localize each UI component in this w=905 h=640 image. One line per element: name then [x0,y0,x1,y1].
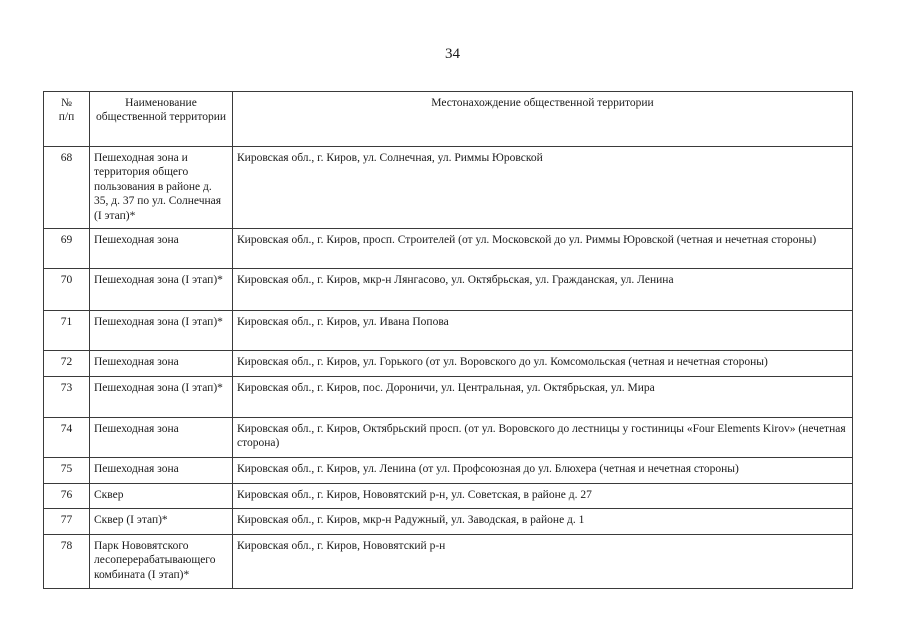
territory-location: Кировская обл., г. Киров, просп. Строителей (от ул. Московской до ул. Риммы Юровской (четная и нечетная стороны) [233,229,853,269]
territory-location: Кировская обл., г. Киров, мкр-н Радужный, ул. Заводская, в районе д. 1 [233,509,853,535]
table-row [44,147,853,229]
row-number: 69 [44,229,90,269]
header-location-text: Местонахождение общественной территории [431,97,654,109]
table-row [44,509,853,535]
territory-name: Пешеходная зона (I этап)* [90,311,233,351]
header-location [233,92,853,147]
header-num [44,92,90,147]
table-row [44,458,853,484]
territory-name: Пешеходная зона (I этап)* [90,377,233,418]
table-row [44,269,853,311]
header-num-text: № п/п [58,97,75,124]
table-body [44,147,853,589]
territory-name: Сквер [90,484,233,509]
row-number: 78 [44,535,90,589]
header-name-text: Наименование общественной территории [96,97,226,124]
territory-location: Кировская обл., г. Киров, Нововятский р-н [233,535,853,589]
row-number: 68 [44,147,90,229]
row-number: 75 [44,458,90,484]
territory-location: Кировская обл., г. Киров, пос. Дороничи, ул. Центральная, ул. Октябрьская, ул. Мира [233,377,853,418]
header-name [90,92,233,147]
row-number: 70 [44,269,90,311]
table-row [44,484,853,509]
table-row [44,377,853,418]
territory-name: Пешеходная зона [90,229,233,269]
page-number: 34 [445,46,460,62]
territory-name: Сквер (I этап)* [90,509,233,535]
public-territories-table [43,91,853,589]
territory-name: Пешеходная зона (I этап)* [90,269,233,311]
territory-name: Пешеходная зона [90,458,233,484]
territory-location: Кировская обл., г. Киров, ул. Солнечная, ул. Риммы Юровской [233,147,853,229]
table-row [44,351,853,377]
territory-name: Пешеходная зона и территория общего пользования в районе д. 35, д. 37 по ул. Солнечная (I этап)* [90,147,233,229]
table-row [44,311,853,351]
table-row [44,535,853,589]
table-header-row [44,92,853,147]
territory-location: Кировская обл., г. Киров, ул. Горького (от ул. Воровского до ул. Комсомольская (четная и нечетная стороны) [233,351,853,377]
row-number: 74 [44,418,90,458]
table-row [44,229,853,269]
territory-location: Кировская обл., г. Киров, Октябрьский просп. (от ул. Воровского до лестницы у гостиницы «Four Elements Kirov» (нечетная сторона) [233,418,853,458]
territory-location: Кировская обл., г. Киров, ул. Ленина (от ул. Профсоюзная до ул. Блюхера (четная и нечетная стороны) [233,458,853,484]
territory-location: Кировская обл., г. Киров, ул. Ивана Попова [233,311,853,351]
row-number: 76 [44,484,90,509]
territory-name: Пешеходная зона [90,351,233,377]
table-row [44,418,853,458]
row-number: 73 [44,377,90,418]
territory-location: Кировская обл., г. Киров, Нововятский р-н, ул. Советская, в районе д. 27 [233,484,853,509]
row-number: 71 [44,311,90,351]
territory-name: Пешеходная зона [90,418,233,458]
row-number: 77 [44,509,90,535]
territory-location: Кировская обл., г. Киров, мкр-н Лянгасово, ул. Октябрьская, ул. Гражданская, ул. Ленина [233,269,853,311]
territory-name: Парк Нововятского лесоперерабатывающего комбината (I этап)* [90,535,233,589]
row-number: 72 [44,351,90,377]
